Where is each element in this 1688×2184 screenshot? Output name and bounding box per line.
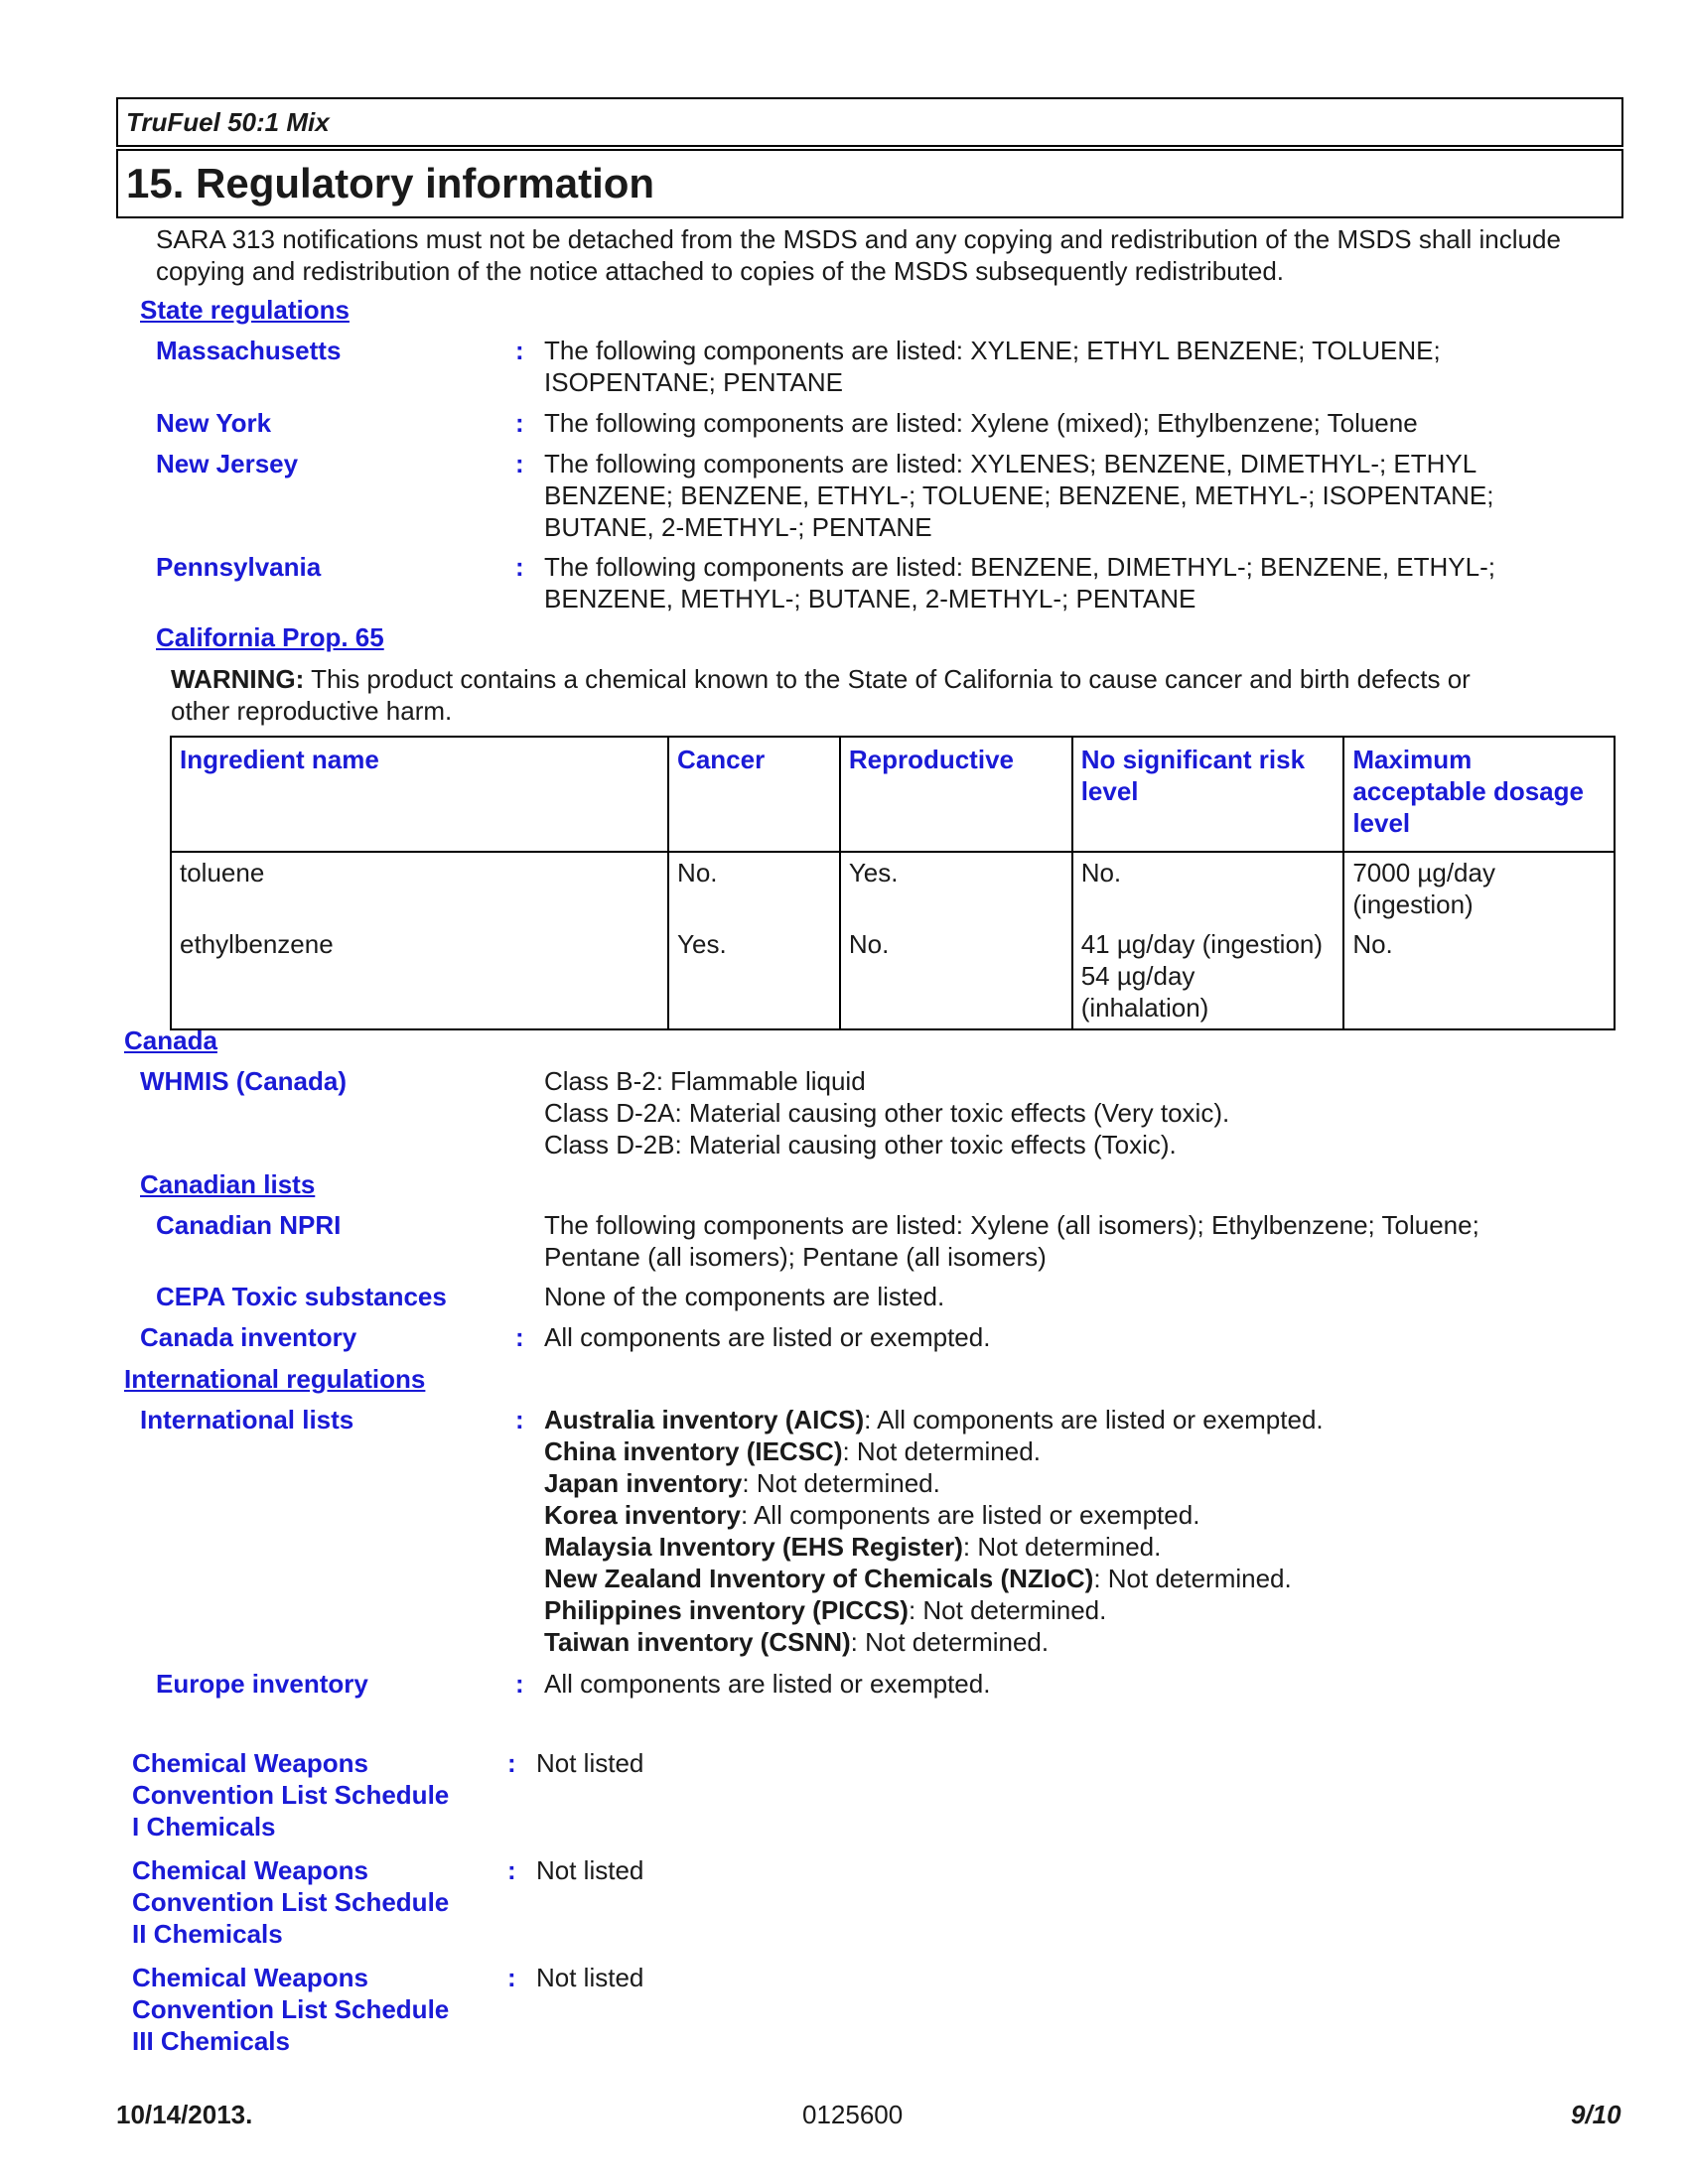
- international-lists-value: [544, 1404, 1324, 1658]
- canadian-lists-heading: Canadian lists: [140, 1169, 316, 1199]
- colon: :: [515, 1669, 524, 1699]
- pennsylvania-label: Pennsylvania: [156, 552, 322, 582]
- list-item: Taiwan inventory (CSNN): Not determined.: [544, 1627, 1050, 1657]
- canadian-npri-label: Canadian NPRI: [156, 1210, 342, 1240]
- cwc-schedule-2-label: Chemical Weapons Convention List Schedule II Chemicals: [132, 1855, 450, 1949]
- whmis-label: WHMIS (Canada): [140, 1066, 347, 1096]
- pennsylvania-value: The following components are listed: BENZENE, DIMETHYL-; BENZENE, ETHYL-; BENZENE, METHYL-; BUTANE, 2-METHYL-; PENTANE: [544, 552, 1495, 614]
- whmis-value: Class B-2: Flammable liquid Class D-2A: Material causing other toxic effects (Very toxic). Class D-2B: Material causing other toxic effects (Toxic).: [544, 1066, 1230, 1160]
- canada-heading: Canada: [124, 1025, 217, 1055]
- new-jersey-label: New Jersey: [156, 449, 299, 478]
- california-prop65-heading: California Prop. 65: [156, 622, 384, 652]
- cwc-schedule-1-value: Not listed: [536, 1748, 644, 1778]
- list-item: Philippines inventory (PICCS): Not determined.: [544, 1595, 1107, 1625]
- col-madl: Maximum acceptable dosage level: [1343, 737, 1615, 852]
- sara-note: SARA 313 notifications must not be detached from the MSDS and any copying and redistribution of the MSDS shall include copying and redistribution of the notice attached to copies of the MSDS subsequently redistributed.: [156, 224, 1561, 286]
- cepa-value: None of the components are listed.: [544, 1282, 945, 1311]
- list-item: Australia inventory (AICS): All components are listed or exempted.: [544, 1405, 1324, 1434]
- colon: :: [515, 552, 524, 582]
- prop65-table: [170, 736, 1616, 1030]
- colon: :: [507, 1855, 516, 1885]
- product-header-box: [116, 97, 1623, 147]
- prop65-warning: WARNING: This product contains a chemical known to the State of California to cause cancer and birth defects or other reproductive harm.: [171, 664, 1471, 726]
- col-cancer: Cancer: [668, 737, 840, 852]
- colon: :: [507, 1963, 516, 1992]
- colon: :: [515, 1405, 524, 1434]
- footer-code: 0125600: [802, 2100, 904, 2129]
- colon: :: [515, 336, 524, 365]
- colon: :: [515, 1322, 524, 1352]
- canada-inventory-label: Canada inventory: [140, 1322, 357, 1352]
- product-name: TruFuel 50:1 Mix: [126, 107, 330, 137]
- cwc-schedule-3-label: Chemical Weapons Convention List Schedule III Chemicals: [132, 1963, 450, 2056]
- state-regulations-heading: State regulations: [140, 295, 350, 325]
- canadian-npri-value: The following components are listed: Xylene (all isomers); Ethylbenzene; Toluene; Pentane (all isomers); Pentane (all isomers): [544, 1210, 1479, 1272]
- list-item: Japan inventory: Not determined.: [544, 1468, 940, 1498]
- col-nsrl: No significant risk level: [1072, 737, 1344, 852]
- cwc-schedule-2-value: Not listed: [536, 1855, 644, 1885]
- new-jersey-value: The following components are listed: XYLENES; BENZENE, DIMETHYL-; ETHYL BENZENE; BENZENE, ETHYL-; TOLUENE; BENZENE, METHYL-; ISOPENTANE; BUTANE, 2-METHYL-; PENTANE: [544, 449, 1494, 542]
- cwc-schedule-1-label: Chemical Weapons Convention List Schedule I Chemicals: [132, 1748, 450, 1842]
- colon: :: [507, 1748, 516, 1778]
- new-york-label: New York: [156, 408, 272, 438]
- cepa-label: CEPA Toxic substances: [156, 1282, 447, 1311]
- international-lists-label: International lists: [140, 1405, 354, 1434]
- colon: :: [515, 408, 524, 438]
- massachusetts-label: Massachusetts: [156, 336, 342, 365]
- list-item: Malaysia Inventory (EHS Register): Not determined.: [544, 1532, 1162, 1562]
- europe-inventory-value: All components are listed or exempted.: [544, 1669, 991, 1699]
- international-regulations-heading: International regulations: [124, 1364, 426, 1394]
- col-reproductive: Reproductive: [840, 737, 1072, 852]
- canada-inventory-value: All components are listed or exempted.: [544, 1322, 991, 1352]
- footer-page: 9/10: [1571, 2100, 1621, 2129]
- table-row: ethylbenzene Yes. No. 41 µg/day (ingestion) 54 µg/day (inhalation) No.: [171, 924, 1615, 1029]
- list-item: New Zealand Inventory of Chemicals (NZIoC): Not determined.: [544, 1564, 1292, 1593]
- massachusetts-value: The following components are listed: XYLENE; ETHYL BENZENE; TOLUENE; ISOPENTANE; PENTANE: [544, 336, 1441, 397]
- europe-inventory-label: Europe inventory: [156, 1669, 368, 1699]
- new-york-value: The following components are listed: Xylene (mixed); Ethylbenzene; Toluene: [544, 408, 1418, 438]
- section-title: 15. Regulatory information: [126, 160, 655, 206]
- col-ingredient-name: Ingredient name: [171, 737, 668, 852]
- list-item: Korea inventory: All components are listed or exempted.: [544, 1500, 1200, 1530]
- table-row: toluene No. Yes. No. 7000 µg/day (ingestion): [171, 852, 1615, 924]
- list-item: China inventory (IECSC): Not determined.: [544, 1436, 1041, 1466]
- footer-date: 10/14/2013.: [116, 2100, 253, 2129]
- cwc-schedule-3-value: Not listed: [536, 1963, 644, 1992]
- section-title-box: [116, 149, 1623, 218]
- colon: :: [515, 449, 524, 478]
